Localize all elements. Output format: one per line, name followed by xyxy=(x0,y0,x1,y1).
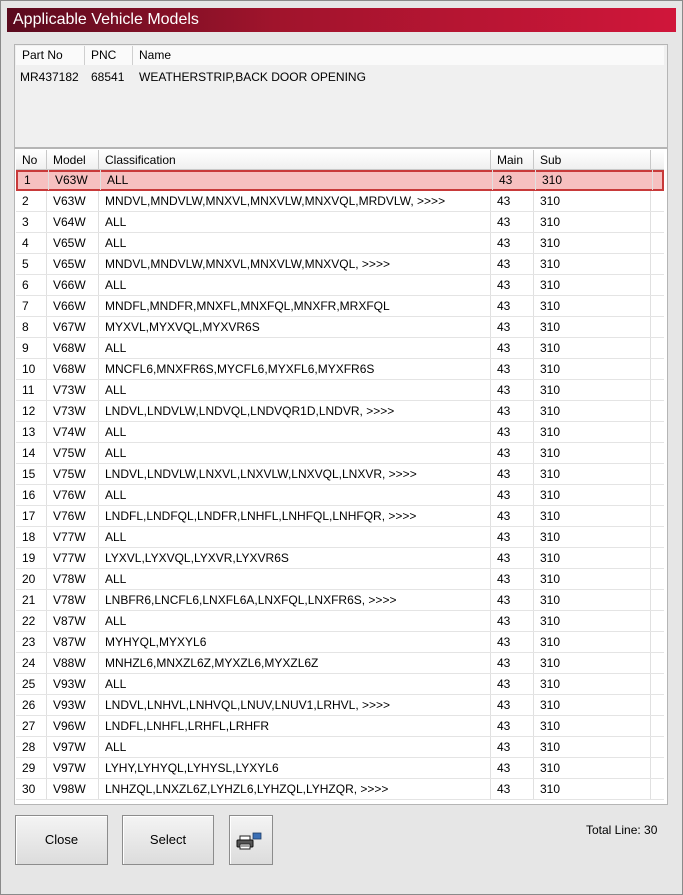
cell-classification: MNHZL6,MNXZL6Z,MYXZL6,MYXZL6Z xyxy=(99,653,491,673)
cell-main: 43 xyxy=(491,569,534,589)
cell-model: V78W xyxy=(47,569,99,589)
cell-classification: LYXVL,LYXVQL,LYXVR,LYXVR6S xyxy=(99,548,491,568)
table-row[interactable] xyxy=(16,170,664,191)
cell-no: 17 xyxy=(16,506,47,526)
cell-filler xyxy=(651,422,664,442)
cell-classification: MNDVL,MNDVLW,MNXVL,MNXVLW,MNXVQL,MRDVLW, >>>> xyxy=(99,191,491,211)
cell-no: 20 xyxy=(16,569,47,589)
cell-no: 27 xyxy=(16,716,47,736)
cell-sub: 310 xyxy=(534,527,651,547)
table-row[interactable] xyxy=(16,779,664,800)
cell-filler xyxy=(651,233,664,253)
grid-header xyxy=(16,150,664,170)
cell-no: 10 xyxy=(16,359,47,379)
cell-model: V77W xyxy=(47,527,99,547)
cell-filler xyxy=(651,695,664,715)
table-row[interactable] xyxy=(16,317,664,338)
cell-main: 43 xyxy=(491,737,534,757)
table-row[interactable] xyxy=(16,506,664,527)
cell-main: 43 xyxy=(491,653,534,673)
cell-no: 26 xyxy=(16,695,47,715)
cell-filler xyxy=(651,653,664,673)
cell-model: V96W xyxy=(47,716,99,736)
cell-model: V75W xyxy=(47,464,99,484)
table-row[interactable] xyxy=(16,296,664,317)
cell-model: V63W xyxy=(49,170,101,190)
cell-filler xyxy=(651,632,664,652)
cell-filler xyxy=(651,380,664,400)
cell-classification: ALL xyxy=(99,737,491,757)
table-row[interactable] xyxy=(16,401,664,422)
cell-main: 43 xyxy=(491,674,534,694)
cell-model: V67W xyxy=(47,317,99,337)
cell-no: 21 xyxy=(16,590,47,610)
cell-classification: ALL xyxy=(99,611,491,631)
part-name-value: WEATHERSTRIP,BACK DOOR OPENING xyxy=(139,70,366,84)
col-no-header[interactable]: No xyxy=(16,150,47,170)
cell-sub: 310 xyxy=(534,485,651,505)
cell-model: V73W xyxy=(47,380,99,400)
table-row[interactable] xyxy=(16,485,664,506)
cell-model: V63W xyxy=(47,191,99,211)
cell-classification: MNDVL,MNDVLW,MNXVL,MNXVLW,MNXVQL, >>>> xyxy=(99,254,491,274)
cell-model: V66W xyxy=(47,296,99,316)
cell-sub: 310 xyxy=(534,233,651,253)
table-row[interactable] xyxy=(16,212,664,233)
cell-classification: ALL xyxy=(99,443,491,463)
cell-main: 43 xyxy=(491,590,534,610)
cell-main: 43 xyxy=(491,632,534,652)
cell-sub: 310 xyxy=(534,716,651,736)
cell-main: 43 xyxy=(491,527,534,547)
cell-no: 25 xyxy=(16,674,47,694)
cell-classification: LNDVL,LNHVL,LNHVQL,LNUV,LNUV1,LRHVL, >>>> xyxy=(99,695,491,715)
col-model-header[interactable]: Model xyxy=(47,150,99,170)
cell-classification: MNCFL6,MNXFR6S,MYCFL6,MYXFL6,MYXFR6S xyxy=(99,359,491,379)
cell-sub: 310 xyxy=(534,611,651,631)
cell-sub: 310 xyxy=(534,569,651,589)
cell-sub: 310 xyxy=(534,464,651,484)
cell-model: V87W xyxy=(47,611,99,631)
cell-filler xyxy=(651,296,664,316)
cell-classification: ALL xyxy=(101,170,493,190)
cell-main: 43 xyxy=(491,338,534,358)
table-row[interactable] xyxy=(16,422,664,443)
printer-icon xyxy=(236,832,262,850)
cell-filler xyxy=(651,779,664,799)
cell-main: 43 xyxy=(491,464,534,484)
cell-classification: ALL xyxy=(99,569,491,589)
table-row[interactable] xyxy=(16,359,664,380)
cell-sub: 310 xyxy=(534,506,651,526)
cell-sub: 310 xyxy=(534,590,651,610)
cell-filler xyxy=(651,758,664,778)
cell-sub: 310 xyxy=(534,317,651,337)
cell-model: V73W xyxy=(47,401,99,421)
cell-sub: 310 xyxy=(534,422,651,442)
cell-filler xyxy=(651,254,664,274)
cell-filler xyxy=(651,527,664,547)
col-sub-header[interactable]: Sub xyxy=(534,150,651,170)
cell-main: 43 xyxy=(491,611,534,631)
cell-model: V68W xyxy=(47,338,99,358)
cell-no: 1 xyxy=(18,170,49,190)
table-row[interactable] xyxy=(16,254,664,275)
cell-no: 16 xyxy=(16,485,47,505)
cell-main: 43 xyxy=(491,359,534,379)
cell-model: V87W xyxy=(47,632,99,652)
models-grid[interactable] xyxy=(14,148,668,805)
cell-main: 43 xyxy=(491,212,534,232)
part-header xyxy=(16,46,664,65)
cell-model: V66W xyxy=(47,275,99,295)
cell-model: V74W xyxy=(47,422,99,442)
cell-main: 43 xyxy=(491,275,534,295)
cell-classification: ALL xyxy=(99,212,491,232)
cell-classification: LNBFR6,LNCFL6,LNXFL6A,LNXFQL,LNXFR6S, >>>> xyxy=(99,590,491,610)
cell-classification: ALL xyxy=(99,233,491,253)
cell-main: 43 xyxy=(491,401,534,421)
cell-model: V75W xyxy=(47,443,99,463)
cell-sub: 310 xyxy=(534,653,651,673)
cell-classification: MNDFL,MNDFR,MNXFL,MNXFQL,MNXFR,MRXFQL xyxy=(99,296,491,316)
cell-no: 19 xyxy=(16,548,47,568)
cell-sub: 310 xyxy=(534,674,651,694)
cell-no: 23 xyxy=(16,632,47,652)
cell-sub: 310 xyxy=(534,380,651,400)
cell-classification: ALL xyxy=(99,380,491,400)
cell-no: 30 xyxy=(16,779,47,799)
table-row[interactable] xyxy=(16,569,664,590)
cell-main: 43 xyxy=(491,296,534,316)
cell-main: 43 xyxy=(491,506,534,526)
table-row[interactable] xyxy=(16,632,664,653)
table-row[interactable] xyxy=(16,590,664,611)
cell-sub: 310 xyxy=(534,401,651,421)
cell-model: V76W xyxy=(47,506,99,526)
cell-sub: 310 xyxy=(536,170,653,190)
cell-sub: 310 xyxy=(534,737,651,757)
cell-no: 6 xyxy=(16,275,47,295)
cell-classification: LNHZQL,LNXZL6Z,LYHZL6,LYHZQL,LYHZQR, >>>> xyxy=(99,779,491,799)
header-pnc[interactable]: PNC xyxy=(85,46,133,65)
pnc-value: 68541 xyxy=(91,70,125,84)
cell-model: V97W xyxy=(47,737,99,757)
cell-model: V76W xyxy=(47,485,99,505)
cell-main: 43 xyxy=(491,779,534,799)
cell-no: 18 xyxy=(16,527,47,547)
cell-no: 13 xyxy=(16,422,47,442)
cell-model: V88W xyxy=(47,653,99,673)
cell-filler xyxy=(651,359,664,379)
cell-filler xyxy=(651,485,664,505)
col-filler-header xyxy=(651,150,664,170)
table-row[interactable] xyxy=(16,674,664,695)
table-row[interactable] xyxy=(16,443,664,464)
cell-filler xyxy=(651,338,664,358)
cell-main: 43 xyxy=(491,422,534,442)
cell-model: V77W xyxy=(47,548,99,568)
cell-sub: 310 xyxy=(534,443,651,463)
cell-sub: 310 xyxy=(534,191,651,211)
header-part-no[interactable]: Part No xyxy=(16,46,85,65)
cell-classification: LYHY,LYHYQL,LYHYSL,LYXYL6 xyxy=(99,758,491,778)
cell-model: V65W xyxy=(47,254,99,274)
cell-main: 43 xyxy=(493,170,536,190)
cell-model: V93W xyxy=(47,695,99,715)
cell-no: 11 xyxy=(16,380,47,400)
cell-main: 43 xyxy=(491,695,534,715)
cell-main: 43 xyxy=(491,485,534,505)
cell-main: 43 xyxy=(491,758,534,778)
cell-filler xyxy=(651,674,664,694)
cell-filler xyxy=(651,212,664,232)
cell-no: 12 xyxy=(16,401,47,421)
cell-sub: 310 xyxy=(534,779,651,799)
part-no-value: MR437182 xyxy=(20,70,79,84)
cell-no: 14 xyxy=(16,443,47,463)
cell-model: V64W xyxy=(47,212,99,232)
cell-model: V97W xyxy=(47,758,99,778)
table-row[interactable] xyxy=(16,695,664,716)
table-row[interactable] xyxy=(16,275,664,296)
cell-classification: LNDVL,LNDVLW,LNDVQL,LNDVQR1D,LNDVR, >>>> xyxy=(99,401,491,421)
cell-classification: ALL xyxy=(99,485,491,505)
cell-main: 43 xyxy=(491,191,534,211)
cell-classification: ALL xyxy=(99,275,491,295)
cell-filler xyxy=(651,611,664,631)
cell-main: 43 xyxy=(491,233,534,253)
cell-filler xyxy=(651,317,664,337)
cell-sub: 310 xyxy=(534,548,651,568)
table-row[interactable] xyxy=(16,464,664,485)
part-info-panel xyxy=(14,44,668,148)
cell-no: 15 xyxy=(16,464,47,484)
cell-sub: 310 xyxy=(534,296,651,316)
cell-model: V68W xyxy=(47,359,99,379)
table-row[interactable] xyxy=(16,548,664,569)
cell-sub: 310 xyxy=(534,632,651,652)
cell-sub: 310 xyxy=(534,338,651,358)
cell-no: 5 xyxy=(16,254,47,274)
total-line-label: Total Line: 30 xyxy=(586,823,658,837)
cell-sub: 310 xyxy=(534,695,651,715)
cell-model: V98W xyxy=(47,779,99,799)
cell-filler xyxy=(651,548,664,568)
cell-filler xyxy=(651,506,664,526)
cell-main: 43 xyxy=(491,548,534,568)
cell-main: 43 xyxy=(491,254,534,274)
cell-no: 4 xyxy=(16,233,47,253)
table-row[interactable] xyxy=(16,380,664,401)
cell-model: V78W xyxy=(47,590,99,610)
cell-filler xyxy=(651,275,664,295)
cell-classification: LNDFL,LNDFQL,LNDFR,LNHFL,LNHFQL,LNHFQR, >>>> xyxy=(99,506,491,526)
cell-main: 43 xyxy=(491,380,534,400)
cell-classification: ALL xyxy=(99,527,491,547)
col-main-header[interactable]: Main xyxy=(491,150,534,170)
cell-no: 2 xyxy=(16,191,47,211)
cell-sub: 310 xyxy=(534,758,651,778)
cell-filler xyxy=(651,443,664,463)
cell-sub: 310 xyxy=(534,275,651,295)
cell-classification: MYHYQL,MYXYL6 xyxy=(99,632,491,652)
cell-sub: 310 xyxy=(534,359,651,379)
cell-model: V65W xyxy=(47,233,99,253)
cell-classification: MYXVL,MYXVQL,MYXVR6S xyxy=(99,317,491,337)
cell-filler xyxy=(653,172,666,192)
cell-classification: LNDFL,LNHFL,LRHFL,LRHFR xyxy=(99,716,491,736)
cell-no: 24 xyxy=(16,653,47,673)
window-title: Applicable Vehicle Models xyxy=(7,8,676,32)
cell-filler xyxy=(651,191,664,211)
cell-filler xyxy=(651,737,664,757)
table-row[interactable] xyxy=(16,758,664,779)
table-row[interactable] xyxy=(16,527,664,548)
cell-no: 9 xyxy=(16,338,47,358)
cell-filler xyxy=(651,590,664,610)
cell-no: 7 xyxy=(16,296,47,316)
table-row[interactable] xyxy=(16,338,664,359)
cell-sub: 310 xyxy=(534,254,651,274)
table-row[interactable] xyxy=(16,653,664,674)
table-row[interactable] xyxy=(16,737,664,758)
cell-no: 3 xyxy=(16,212,47,232)
cell-filler xyxy=(651,464,664,484)
table-row[interactable] xyxy=(16,191,664,212)
cell-classification: ALL xyxy=(99,338,491,358)
cell-no: 8 xyxy=(16,317,47,337)
table-row[interactable] xyxy=(16,233,664,254)
table-row[interactable] xyxy=(16,611,664,632)
cell-main: 43 xyxy=(491,443,534,463)
col-classification-header[interactable]: Classification xyxy=(99,150,491,170)
cell-classification: ALL xyxy=(99,422,491,442)
table-row[interactable] xyxy=(16,716,664,737)
cell-no: 22 xyxy=(16,611,47,631)
cell-classification: LNDVL,LNDVLW,LNXVL,LNXVLW,LNXVQL,LNXVR, >>>> xyxy=(99,464,491,484)
cell-classification: ALL xyxy=(99,674,491,694)
select-button[interactable]: Select xyxy=(122,815,214,865)
cell-main: 43 xyxy=(491,716,534,736)
cell-filler xyxy=(651,401,664,421)
cell-filler xyxy=(651,569,664,589)
cell-model: V93W xyxy=(47,674,99,694)
close-button[interactable]: Close xyxy=(15,815,108,865)
cell-filler xyxy=(651,716,664,736)
cell-main: 43 xyxy=(491,317,534,337)
header-name[interactable]: Name xyxy=(133,46,664,65)
cell-sub: 310 xyxy=(534,212,651,232)
cell-no: 28 xyxy=(16,737,47,757)
cell-no: 29 xyxy=(16,758,47,778)
